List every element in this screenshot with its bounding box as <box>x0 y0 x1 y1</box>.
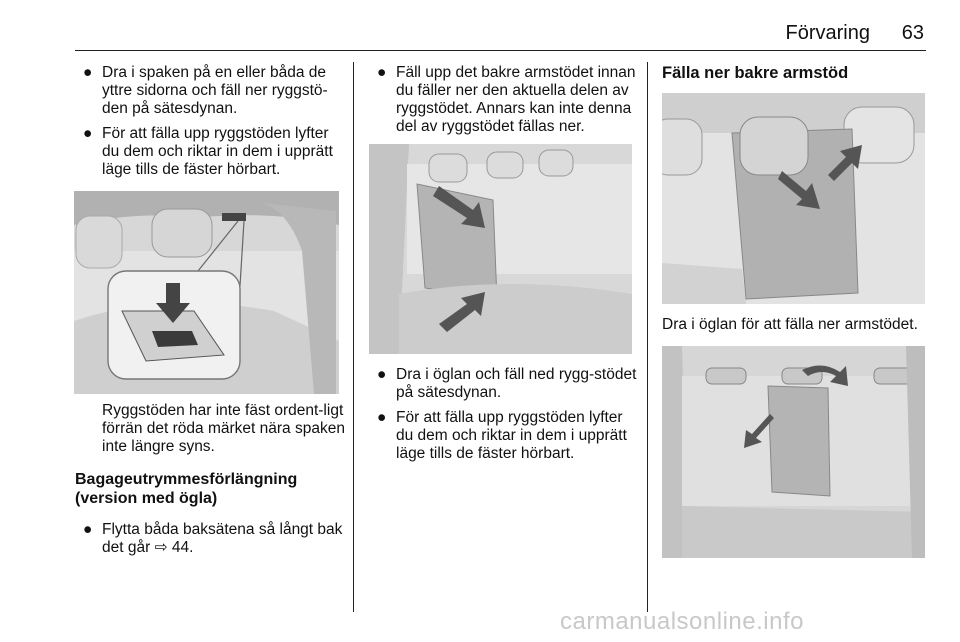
list-item-text: För att fälla upp ryggstöden lyfter du dem och riktar in dem i upprätt läge tills de fäster hörbart. <box>396 409 627 462</box>
column-3 <box>662 64 932 558</box>
list-item-text: Dra i öglan och fäll ned rygg-stödet på sätesdynan. <box>396 366 637 401</box>
figure-seat-lever <box>74 191 339 394</box>
figure-caption: Dra i öglan för att fälla ner armstödet. <box>662 316 918 333</box>
list-item <box>75 64 345 118</box>
bullet-marker: ● <box>83 64 93 81</box>
list-item <box>369 409 637 463</box>
column-2 <box>369 64 637 470</box>
figure-caption: Ryggstöden har inte fäst ordent-ligt förrän det röda märket nära spaken inte längre syns. <box>102 402 345 455</box>
figure-armrest-loop <box>662 346 925 558</box>
header-rule <box>75 50 926 51</box>
bullet-marker: ● <box>377 409 387 426</box>
bullet-marker: ● <box>83 521 93 538</box>
list-item <box>369 366 637 402</box>
list-item-body: Flytta båda baksätena så långt bak det går <box>102 521 343 556</box>
column-divider-1 <box>353 62 354 612</box>
bullet-marker: ● <box>377 366 387 383</box>
page-title: Förvaring <box>785 22 870 44</box>
list-item <box>369 64 637 136</box>
list-item-text: För att fälla upp ryggstöden lyfter du dem och riktar in dem i upprätt läge tills de fäster hörbart. <box>102 125 333 178</box>
bullet-marker: ● <box>83 125 93 142</box>
list-item <box>75 125 345 179</box>
section-subheading: Bagageutrymmesförlängning (version med ögla) <box>75 471 298 507</box>
list-item <box>75 521 345 557</box>
page-reference-link[interactable]: 44. <box>171 539 194 556</box>
bullet-marker: ● <box>377 64 387 81</box>
section-heading: Fälla ner bakre armstöd <box>662 64 849 82</box>
list-item-text <box>102 521 345 557</box>
column-1 <box>75 64 345 564</box>
figure-armrest <box>662 93 925 304</box>
page-ref-arrow-icon: ⇨ <box>154 539 168 556</box>
watermark: carmanualsonline.info <box>560 608 804 635</box>
list-item-text: Fäll upp det bakre armstödet innan du fäller ner den aktuella delen av ryggstödet. Annars kan inte denna del av ryggstödet fällas ner. <box>396 64 636 135</box>
figure-rear-seat <box>369 144 632 354</box>
column-divider-2 <box>647 62 648 612</box>
list-item-text: Dra i spaken på en eller båda de yttre sidorna och fäll ner ryggstö-den på sätesdynan. <box>102 64 328 117</box>
page-number: 63 <box>901 22 924 44</box>
